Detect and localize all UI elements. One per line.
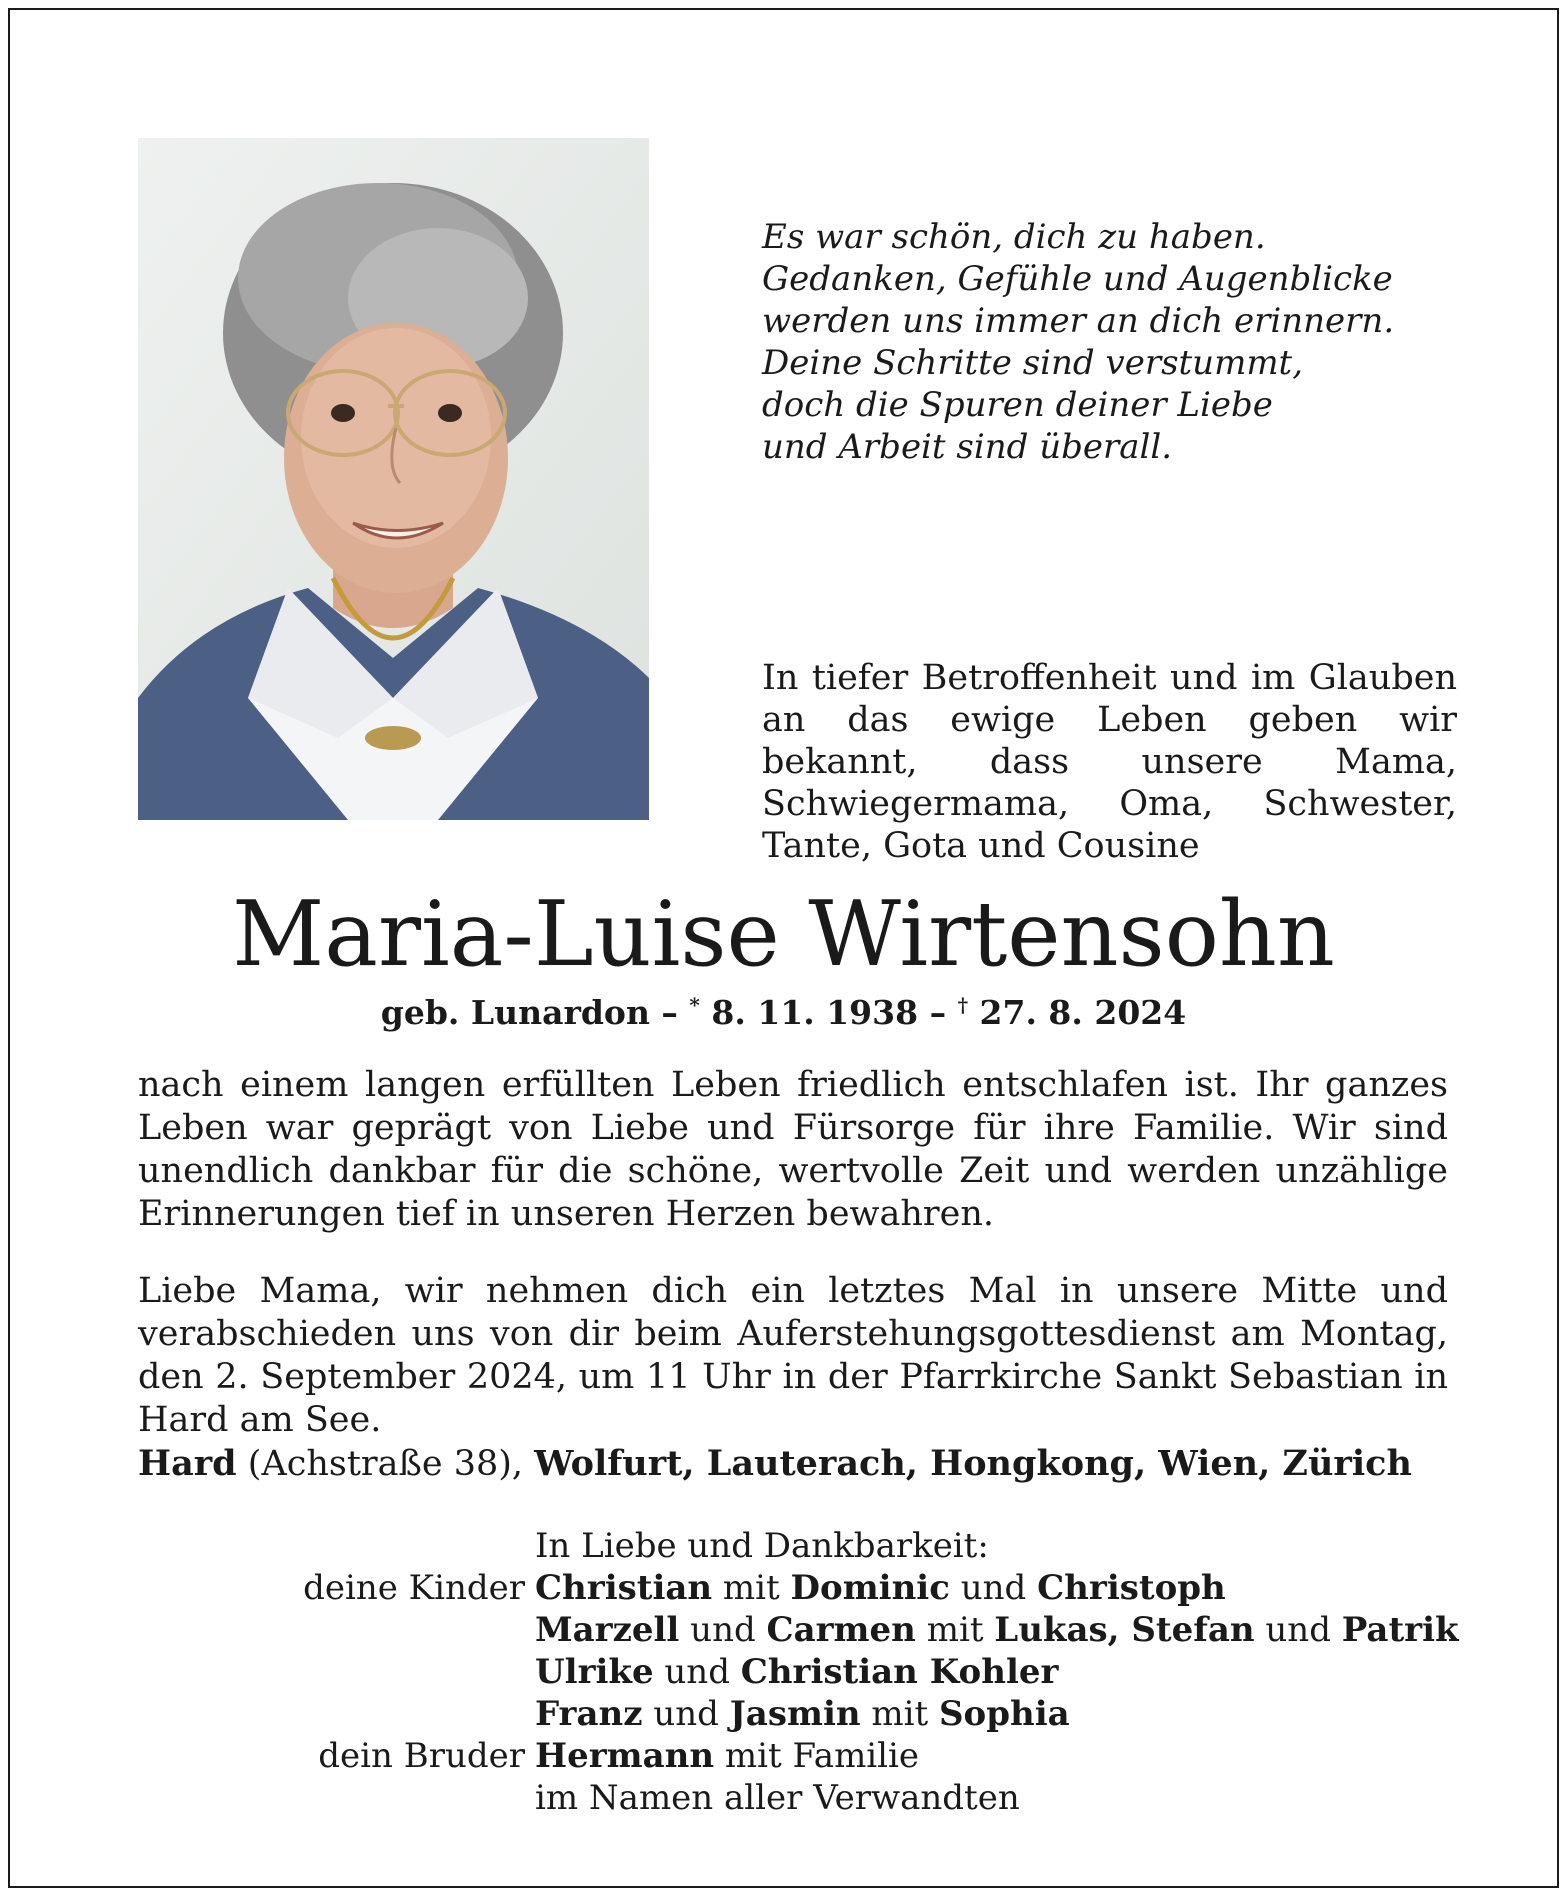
connector: und — [679, 1610, 767, 1650]
death-symbol: † — [957, 993, 969, 1017]
family-name: Christoph — [1037, 1568, 1226, 1608]
connector: mit — [712, 1568, 791, 1608]
connector: und — [949, 1568, 1038, 1608]
announcement-intro: In tiefer Betroffenheit und im Glauben an das ewige Leben geben wir bekannt, dass unsere Mama, Schwiegermama, Oma, Schwester, Tante, Gota und Cousine — [762, 658, 1457, 866]
signoff-intro: In Liebe und Dankbarkeit: — [535, 1526, 989, 1566]
funeral-paragraph: Liebe Mama, wir nehmen dich ein letztes Mal in unsere Mitte und verabschieden uns von dir beim Auferstehungsgottesdienst am Montag, den 2. September 2024, um 11 Uhr in der Pfarrkirche Sankt Sebastian in Hard am See. — [138, 1271, 1448, 1440]
family-name: Jasmin — [729, 1694, 861, 1734]
location-hard: Hard — [138, 1443, 237, 1484]
poem-line: doch die Spuren deiner Liebe — [762, 385, 1273, 425]
location-others: Wolfurt, Lauterach, Hongkong, Wien, Zürich — [534, 1443, 1412, 1484]
portrait-image — [138, 138, 649, 820]
connector: und — [653, 1652, 741, 1692]
deceased-name: Maria-Luise Wirtensohn — [232, 882, 1335, 987]
memorial-poem — [762, 216, 1522, 468]
family-name: Ulrike — [535, 1652, 654, 1692]
relatives-line: im Namen aller Verwandten — [535, 1778, 1020, 1818]
family-locations — [138, 1442, 1488, 1486]
family-name: Franz — [535, 1694, 643, 1734]
family-name: Carmen — [766, 1610, 916, 1650]
family-name: Hermann — [535, 1736, 715, 1776]
obituary-paragraph: nach einem langen erfüllten Leben friedlich entschlafen ist. Ihr ganzes Leben war geprägt von Liebe und Fürsorge für ihre Familie. Wir sind unendlich dankbar für die schöne, wertvolle Zeit und werden unzählige Erinnerungen tief in unseren Herzen bewahren. — [138, 1065, 1448, 1234]
poem-line: Es war schön, dich zu haben. — [762, 217, 1266, 257]
connector: und — [642, 1694, 730, 1734]
family-name: Patrik — [1341, 1610, 1459, 1650]
brother-line — [535, 1735, 919, 1777]
poem-line: Gedanken, Gefühle und Augenblicke — [762, 259, 1393, 299]
child-line — [535, 1567, 1226, 1609]
birth-symbol: * — [689, 993, 700, 1017]
poem-line: Deine Schritte sind verstummt, — [762, 343, 1304, 383]
family-name: Christian — [535, 1568, 713, 1608]
family-name: Sophia — [938, 1694, 1070, 1734]
family-name: Dominic — [790, 1568, 950, 1608]
connector: und — [1254, 1610, 1342, 1650]
child-line — [535, 1651, 1058, 1693]
poem-line: und Arbeit sind überall. — [762, 427, 1173, 467]
obituary-page — [8, 8, 1559, 1888]
connector: mit — [915, 1610, 995, 1650]
separator: – — [649, 993, 690, 1032]
family-name: Marzell — [535, 1610, 680, 1650]
family-name: Christian Kohler — [740, 1652, 1059, 1692]
life-dates — [10, 985, 1557, 1033]
connector: mit — [860, 1694, 939, 1734]
address: (Achstraße 38), — [236, 1444, 535, 1484]
separator: – — [918, 993, 958, 1032]
death-date: 27. 8. 2024 — [968, 993, 1187, 1032]
family-name: Lukas, Stefan — [994, 1610, 1255, 1650]
children-label: deine Kinder — [303, 1568, 525, 1608]
connector: mit Familie — [714, 1736, 920, 1776]
poem-line: werden uns immer an dich erinnern. — [762, 301, 1395, 341]
brother-label: dein Bruder — [318, 1736, 525, 1776]
portrait-photo — [138, 138, 649, 820]
birth-name: geb. Lunardon — [380, 993, 650, 1032]
family-signoff — [10, 1525, 1557, 1819]
birth-date: 8. 11. 1938 — [699, 993, 919, 1032]
child-line — [535, 1693, 1070, 1735]
child-line — [535, 1609, 1459, 1651]
